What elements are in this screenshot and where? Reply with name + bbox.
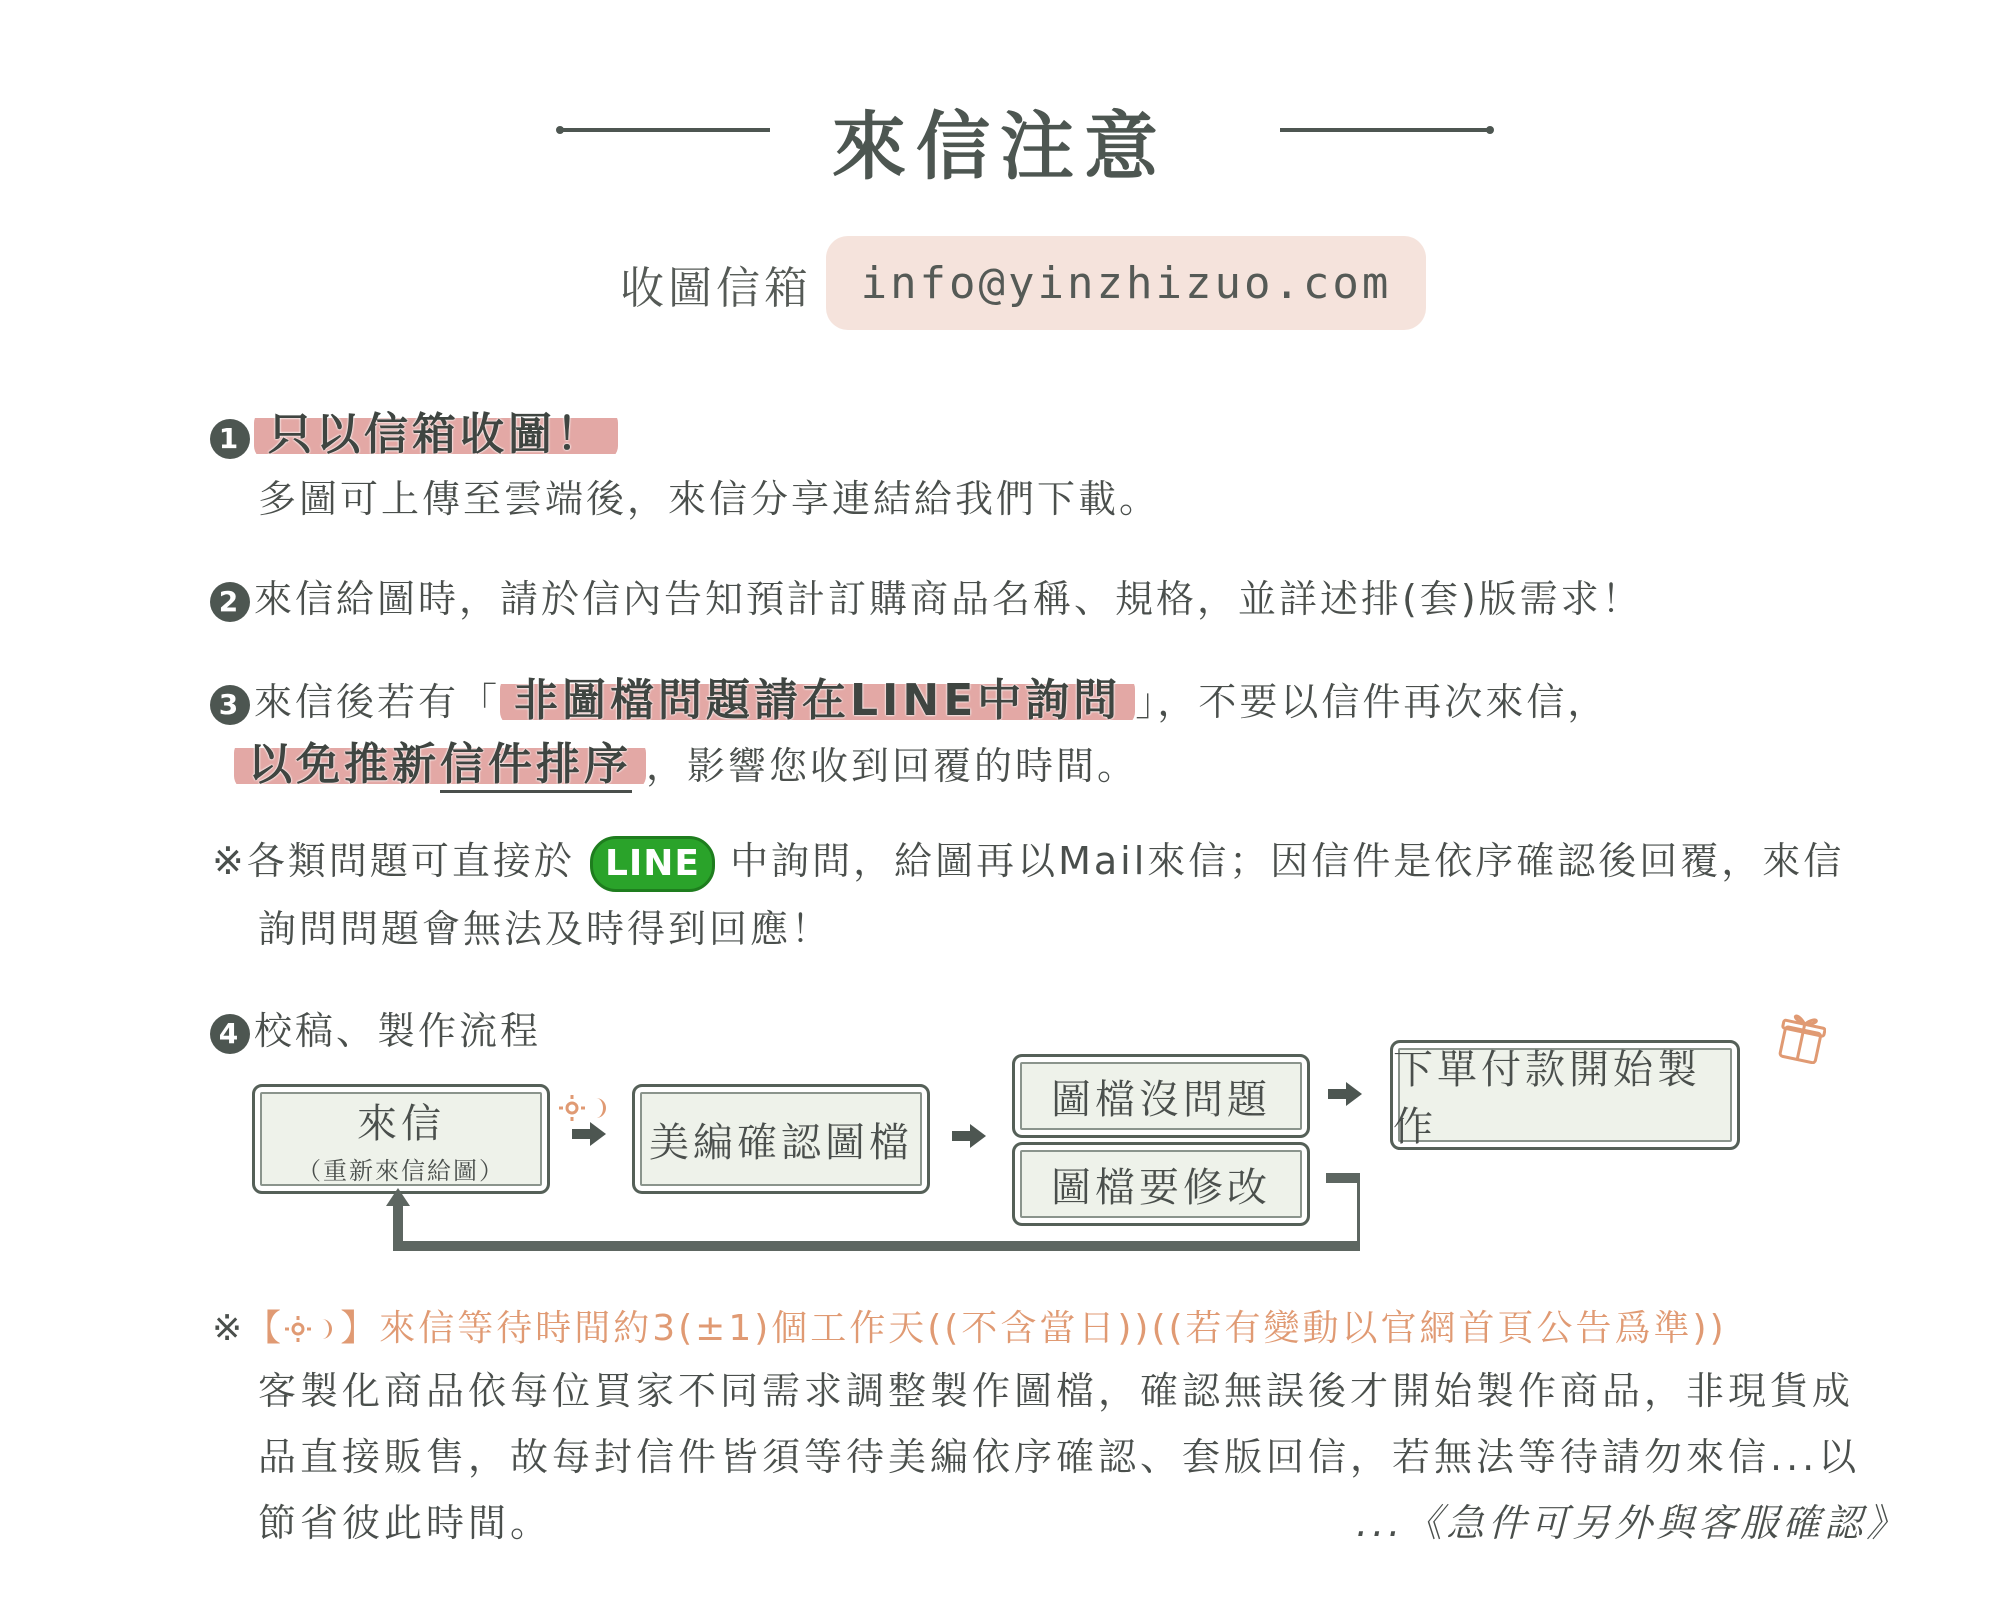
point-3-highlight-2: 以免推新信件排序: [234, 739, 646, 790]
wait-para-3: 節省彼此時間。: [258, 1501, 553, 1545]
point-1-heading: [210, 398, 618, 462]
sun-icon: [285, 1316, 311, 1342]
line-badge[interactable]: LINE: [590, 836, 715, 892]
point-2: [210, 568, 1643, 623]
point-2-number: 2: [210, 582, 250, 622]
title-rule-right: [1280, 128, 1490, 132]
arrow-right-icon: [572, 1129, 592, 1139]
wait-note-text: 來信等待時間約3(±1)個工作天((不含當日))((若有變動以官網首頁公告爲準)): [379, 1308, 1727, 1349]
line-note-prefix: ※各類問題可直接於: [212, 839, 575, 883]
line-note-suffix: 中詢問，給圖再以Mail來信；因信件是依序確認後回覆，來信: [730, 839, 1845, 883]
arrow-right-head: [590, 1122, 606, 1146]
point-3-prefix: 來信後若有「: [254, 680, 501, 724]
point-4-title: 校稿、製作流程: [254, 1009, 542, 1053]
flow-send-label: 來信: [357, 1101, 445, 1147]
arrow-right-icon-2: [952, 1131, 972, 1141]
point-1-detail: 多圖可上傳至雲端後，來信分享連結給我們下載。: [258, 477, 1161, 521]
flow-order-label: 下單付款開始製作: [1393, 1047, 1701, 1150]
line-note-2: 詢問問題會無法及時得到回應！: [258, 907, 833, 951]
flow-ok-label: 圖檔沒問題: [1051, 1076, 1271, 1123]
sun-moon-icon-2: [284, 1315, 340, 1343]
arrow-right-icon-3: [1328, 1089, 1348, 1099]
point-3-suffix: 」，不要以信件再次來信，: [1135, 680, 1609, 724]
sun-icon: [559, 1095, 585, 1121]
flow-ok-box: [1012, 1054, 1310, 1138]
moon-icon: [596, 1098, 606, 1118]
wait-para-2: 品直接販售，故每封信件皆須等待美編依序確認、套版回信，若無法等待請勿來信...以: [258, 1435, 1861, 1479]
wait-para-1: 客製化商品依每位買家不同需求調整製作圖檔，確認無誤後才開始製作商品，非現貨成: [258, 1369, 1855, 1413]
point-3-line-2: [234, 728, 1138, 792]
point-3-highlight: 非圖檔問題請在LINE中詢問: [500, 675, 1135, 726]
point-4-number: 4: [210, 1014, 250, 1054]
arrow-right-head-3: [1346, 1082, 1362, 1106]
mailbox-email[interactable]: info@yinzhizuo.com: [860, 257, 1392, 309]
return-arrow-icon: [380, 1170, 1360, 1260]
sun-moon-icon: [558, 1094, 614, 1122]
point-1-number: 1: [210, 419, 250, 459]
urgent-note: ...《急件可另外與客服確認》: [1356, 1501, 1909, 1545]
flow-send-sublabel: （重新來信給圖）: [297, 1157, 505, 1185]
flow-confirm-label: 美編確認圖檔: [649, 1119, 913, 1166]
page-title: 來信注意: [832, 104, 1168, 190]
point-3-line-1: [210, 664, 1608, 728]
point-1-highlight: 只以信箱收圖！: [254, 409, 618, 460]
mailbox-label: 收圖信箱: [620, 263, 812, 314]
point-3-suffix-2: ，影響您收到回覆的時間。: [646, 744, 1139, 788]
arrow-right-head-2: [970, 1124, 986, 1148]
point-2-text: 來信給圖時，請於信內告知預計訂購商品名稱、規格，並詳述排(套)版需求！: [254, 577, 1643, 621]
wait-note-mark: ※: [212, 1308, 246, 1349]
wait-note-bracket-open: 【: [245, 1308, 285, 1349]
point-4-heading: [210, 1000, 541, 1055]
wait-note-bracket-close: 】: [340, 1308, 380, 1349]
mailbox-email-pill[interactable]: [826, 236, 1426, 330]
flow-revise-label: 圖檔要修改: [1051, 1164, 1271, 1211]
moon-icon: [322, 1319, 332, 1339]
gift-icon: [1778, 1010, 1826, 1064]
line-note-1: [212, 830, 1844, 892]
wait-note: [212, 1300, 1727, 1351]
flow-order-box: [1390, 1040, 1740, 1150]
point-3-number: 3: [210, 685, 250, 725]
